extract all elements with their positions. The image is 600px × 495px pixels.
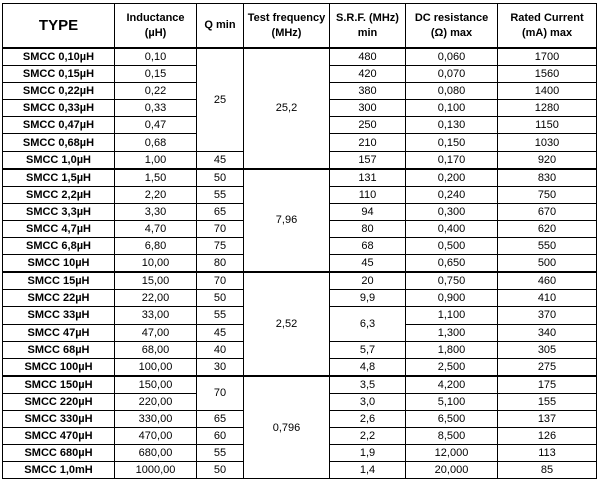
- dc-resistance-cell: 1,300: [406, 324, 498, 341]
- rated-current-cell: 340: [498, 324, 597, 341]
- q-min-cell: 55: [197, 307, 244, 324]
- header-srf: S.R.F. (MHz) min: [330, 4, 406, 49]
- q-min-cell: 55: [197, 445, 244, 462]
- header-dc-resistance: DC resistance (Ω) max: [406, 4, 498, 49]
- rated-current-cell: 305: [498, 341, 597, 358]
- header-test-frequency: Test frequency (MHz): [244, 4, 330, 49]
- inductance-cell: 6,80: [115, 238, 197, 255]
- type-cell: SMCC 0,47µH: [3, 117, 115, 134]
- inductance-cell: 100,00: [115, 358, 197, 376]
- rated-current-cell: 137: [498, 410, 597, 427]
- inductance-cell: 0,22: [115, 83, 197, 100]
- rated-current-cell: 1700: [498, 48, 597, 66]
- inductance-cell: 22,00: [115, 290, 197, 307]
- q-min-cell: 80: [197, 255, 244, 273]
- srf-cell: 9,9: [330, 290, 406, 307]
- dc-resistance-cell: 0,060: [406, 48, 498, 66]
- table-row: [3, 169, 597, 187]
- dc-resistance-cell: 4,200: [406, 376, 498, 394]
- header-type: TYPE: [3, 4, 115, 49]
- type-cell: SMCC 220µH: [3, 393, 115, 410]
- rated-current-cell: 1030: [498, 134, 597, 151]
- test-frequency-cell: 2,52: [244, 272, 330, 376]
- type-cell: SMCC 0,22µH: [3, 83, 115, 100]
- srf-cell: 110: [330, 186, 406, 203]
- inductance-cell: 47,00: [115, 324, 197, 341]
- dc-resistance-cell: 0,240: [406, 186, 498, 203]
- srf-cell: 1,4: [330, 462, 406, 479]
- rated-current-cell: 85: [498, 462, 597, 479]
- type-cell: SMCC 2,2µH: [3, 186, 115, 203]
- srf-cell: 480: [330, 48, 406, 66]
- type-cell: SMCC 33µH: [3, 307, 115, 324]
- dc-resistance-cell: 0,300: [406, 203, 498, 220]
- srf-cell: 2,6: [330, 410, 406, 427]
- srf-cell: 157: [330, 151, 406, 169]
- srf-cell: 250: [330, 117, 406, 134]
- inductance-cell: 220,00: [115, 393, 197, 410]
- q-min-cell: 55: [197, 186, 244, 203]
- rated-current-cell: 1150: [498, 117, 597, 134]
- dc-resistance-cell: 0,750: [406, 272, 498, 290]
- srf-cell: 4,8: [330, 358, 406, 376]
- q-min-cell: 70: [197, 220, 244, 237]
- type-cell: SMCC 68µH: [3, 341, 115, 358]
- rated-current-cell: 410: [498, 290, 597, 307]
- type-cell: SMCC 100µH: [3, 358, 115, 376]
- q-min-cell: 25: [197, 48, 244, 151]
- header-rated-current: Rated Current (mA) max: [498, 4, 597, 49]
- type-cell: SMCC 10µH: [3, 255, 115, 273]
- type-cell: SMCC 0,10µH: [3, 48, 115, 66]
- rated-current-cell: 750: [498, 186, 597, 203]
- inductance-cell: 680,00: [115, 445, 197, 462]
- q-min-cell: 45: [197, 324, 244, 341]
- srf-cell: 300: [330, 100, 406, 117]
- dc-resistance-cell: 0,650: [406, 255, 498, 273]
- srf-cell: 20: [330, 272, 406, 290]
- q-min-cell: 40: [197, 341, 244, 358]
- inductance-cell: 0,68: [115, 134, 197, 151]
- type-cell: SMCC 22µH: [3, 290, 115, 307]
- type-cell: SMCC 1,0mH: [3, 462, 115, 479]
- srf-cell: 94: [330, 203, 406, 220]
- q-min-cell: 50: [197, 169, 244, 187]
- rated-current-cell: 1400: [498, 83, 597, 100]
- dc-resistance-cell: 6,500: [406, 410, 498, 427]
- rated-current-cell: 175: [498, 376, 597, 394]
- rated-current-cell: 830: [498, 169, 597, 187]
- inductance-cell: 0,10: [115, 48, 197, 66]
- table-row: [3, 272, 597, 290]
- srf-cell: 380: [330, 83, 406, 100]
- type-cell: SMCC 680µH: [3, 445, 115, 462]
- rated-current-cell: 275: [498, 358, 597, 376]
- srf-cell: 210: [330, 134, 406, 151]
- inductance-cell: 1,50: [115, 169, 197, 187]
- inductance-cell: 1000,00: [115, 462, 197, 479]
- dc-resistance-cell: 1,800: [406, 341, 498, 358]
- dc-resistance-cell: 0,130: [406, 117, 498, 134]
- table-row: [3, 48, 597, 66]
- dc-resistance-cell: 12,000: [406, 445, 498, 462]
- srf-cell: 5,7: [330, 341, 406, 358]
- dc-resistance-cell: 0,170: [406, 151, 498, 169]
- srf-cell: 68: [330, 238, 406, 255]
- dc-resistance-cell: 0,100: [406, 100, 498, 117]
- q-min-cell: 75: [197, 238, 244, 255]
- dc-resistance-cell: 0,070: [406, 66, 498, 83]
- dc-resistance-cell: 5,100: [406, 393, 498, 410]
- srf-cell: 3,5: [330, 376, 406, 394]
- inductance-cell: 330,00: [115, 410, 197, 427]
- dc-resistance-cell: 0,150: [406, 134, 498, 151]
- rated-current-cell: 155: [498, 393, 597, 410]
- q-min-cell: 60: [197, 428, 244, 445]
- rated-current-cell: 1560: [498, 66, 597, 83]
- rated-current-cell: 113: [498, 445, 597, 462]
- type-cell: SMCC 6,8µH: [3, 238, 115, 255]
- type-cell: SMCC 150µH: [3, 376, 115, 394]
- inductance-cell: 150,00: [115, 376, 197, 394]
- rated-current-cell: 500: [498, 255, 597, 273]
- srf-cell: 3,0: [330, 393, 406, 410]
- dc-resistance-cell: 20,000: [406, 462, 498, 479]
- srf-cell: 131: [330, 169, 406, 187]
- inductance-cell: 2,20: [115, 186, 197, 203]
- rated-current-cell: 620: [498, 220, 597, 237]
- inductance-cell: 1,00: [115, 151, 197, 169]
- type-cell: SMCC 0,15µH: [3, 66, 115, 83]
- header-inductance: Inductance (µH): [115, 4, 197, 49]
- header-q-min: Q min: [197, 4, 244, 49]
- inductance-cell: 10,00: [115, 255, 197, 273]
- inductance-cell: 0,33: [115, 100, 197, 117]
- table-row: [3, 376, 597, 394]
- inductance-cell: 0,15: [115, 66, 197, 83]
- type-cell: SMCC 0,33µH: [3, 100, 115, 117]
- type-cell: SMCC 470µH: [3, 428, 115, 445]
- q-min-cell: 70: [197, 272, 244, 290]
- inductance-cell: 68,00: [115, 341, 197, 358]
- q-min-cell: 65: [197, 410, 244, 427]
- type-cell: SMCC 4,7µH: [3, 220, 115, 237]
- inductance-cell: 15,00: [115, 272, 197, 290]
- srf-cell: 80: [330, 220, 406, 237]
- inductance-cell: 470,00: [115, 428, 197, 445]
- type-cell: SMCC 3,3µH: [3, 203, 115, 220]
- dc-resistance-cell: 0,900: [406, 290, 498, 307]
- type-cell: SMCC 0,68µH: [3, 134, 115, 151]
- rated-current-cell: 126: [498, 428, 597, 445]
- type-cell: SMCC 15µH: [3, 272, 115, 290]
- test-frequency-cell: 25,2: [244, 48, 330, 169]
- rated-current-cell: 670: [498, 203, 597, 220]
- dc-resistance-cell: 0,400: [406, 220, 498, 237]
- srf-cell: 1,9: [330, 445, 406, 462]
- type-cell: SMCC 1,5µH: [3, 169, 115, 187]
- srf-cell: 6,3: [330, 307, 406, 341]
- srf-cell: 2,2: [330, 428, 406, 445]
- srf-cell: 420: [330, 66, 406, 83]
- type-cell: SMCC 1,0µH: [3, 151, 115, 169]
- type-cell: SMCC 47µH: [3, 324, 115, 341]
- dc-resistance-cell: 0,200: [406, 169, 498, 187]
- header-row: [3, 4, 597, 49]
- q-min-cell: 30: [197, 358, 244, 376]
- inductance-cell: 3,30: [115, 203, 197, 220]
- type-cell: SMCC 330µH: [3, 410, 115, 427]
- q-min-cell: 50: [197, 290, 244, 307]
- test-frequency-cell: 7,96: [244, 169, 330, 273]
- dc-resistance-cell: 8,500: [406, 428, 498, 445]
- inductance-cell: 4,70: [115, 220, 197, 237]
- rated-current-cell: 1280: [498, 100, 597, 117]
- inductance-cell: 33,00: [115, 307, 197, 324]
- dc-resistance-cell: 0,080: [406, 83, 498, 100]
- rated-current-cell: 920: [498, 151, 597, 169]
- rated-current-cell: 460: [498, 272, 597, 290]
- rated-current-cell: 370: [498, 307, 597, 324]
- dc-resistance-cell: 0,500: [406, 238, 498, 255]
- dc-resistance-cell: 2,500: [406, 358, 498, 376]
- dc-resistance-cell: 1,100: [406, 307, 498, 324]
- q-min-cell: 45: [197, 151, 244, 169]
- inductor-spec-table: [2, 3, 597, 479]
- q-min-cell: 50: [197, 462, 244, 479]
- q-min-cell: 70: [197, 376, 244, 411]
- rated-current-cell: 550: [498, 238, 597, 255]
- inductance-cell: 0,47: [115, 117, 197, 134]
- test-frequency-cell: 0,796: [244, 376, 330, 479]
- srf-cell: 45: [330, 255, 406, 273]
- q-min-cell: 65: [197, 203, 244, 220]
